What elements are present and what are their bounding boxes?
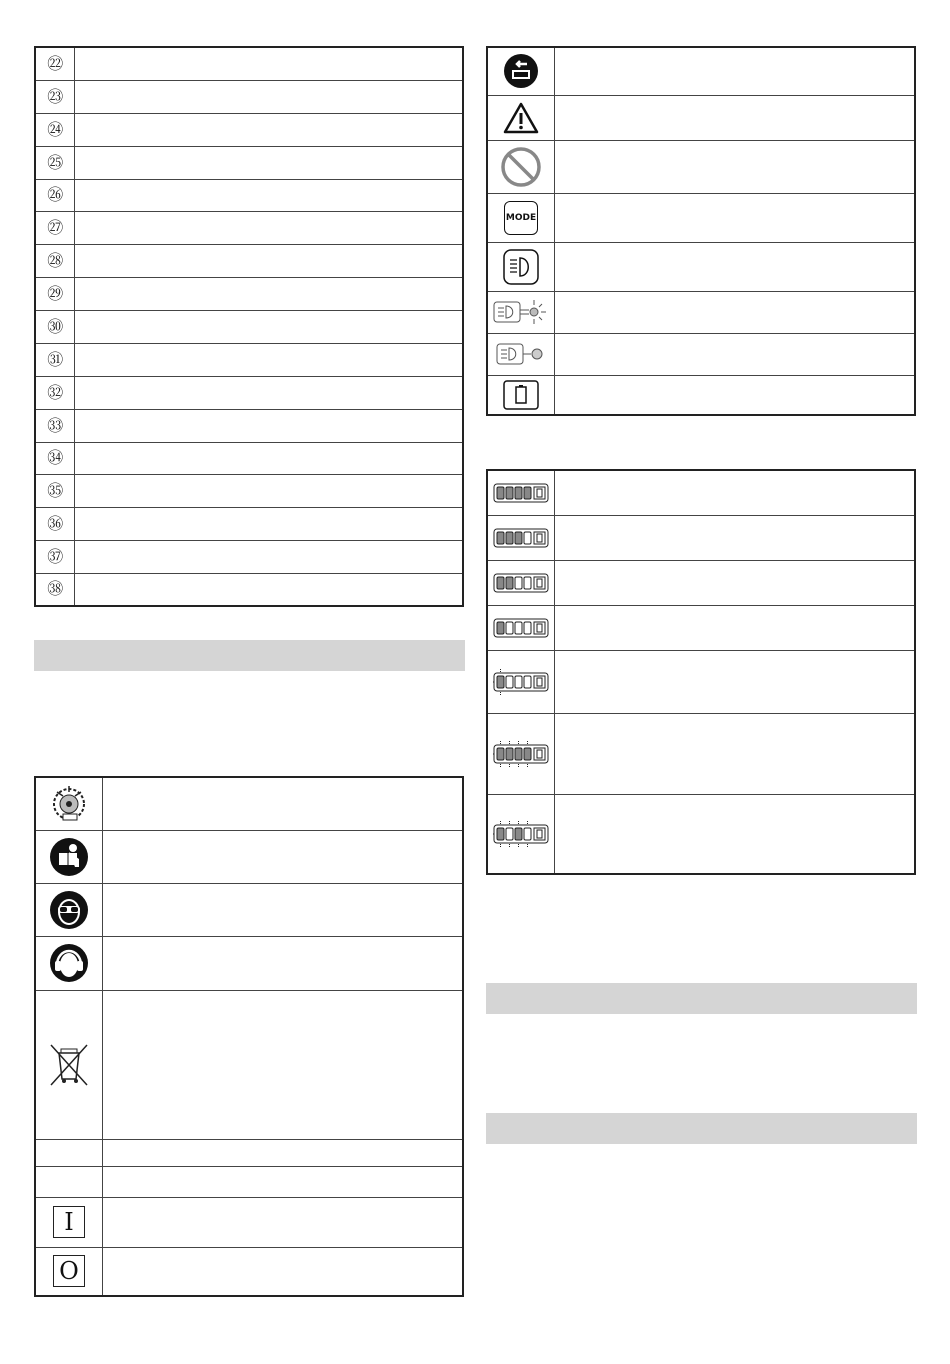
part-number: [35, 47, 75, 80]
part-description: [75, 47, 464, 80]
battery-level-row: [487, 794, 915, 874]
part-description: [75, 211, 464, 244]
part-number: [35, 310, 75, 343]
part-number: [35, 376, 75, 409]
part-description: [75, 409, 464, 442]
symbol-row: [35, 990, 463, 1139]
battery-level-1-icon: [487, 605, 555, 650]
symbol-description: [103, 883, 464, 936]
switch-on-icon: [35, 1197, 103, 1247]
parts-row: [35, 343, 463, 376]
warning-row: [487, 140, 915, 193]
section-heading-bar: [486, 983, 917, 1014]
battery-level-description: [555, 560, 916, 605]
light-off-indicator-icon: [487, 333, 555, 375]
symbol-description: [103, 1197, 464, 1247]
parts-row: [35, 179, 463, 211]
part-number-label: ㉔: [47, 119, 63, 139]
battery-level-description: [555, 650, 916, 713]
parts-row: [35, 47, 463, 80]
switch-off-icon: [35, 1247, 103, 1296]
part-number-label: ㉝: [47, 415, 63, 435]
part-description: [75, 277, 464, 310]
part-description: [75, 442, 464, 474]
part-number-label: ㉛: [47, 349, 63, 369]
battery-level-row: [487, 650, 915, 713]
symbol-row: [35, 883, 463, 936]
parts-row: [35, 474, 463, 507]
symbols-table: [34, 776, 464, 1297]
part-number: [35, 507, 75, 540]
battery-level-description: [555, 515, 916, 560]
symbol-row: [35, 936, 463, 990]
battery-level-row: [487, 470, 915, 515]
part-number-label: ㉓: [47, 86, 63, 106]
section-heading-bar: [486, 1113, 917, 1144]
warning-row: [487, 47, 915, 95]
part-description: [75, 376, 464, 409]
symbol-row: [35, 777, 463, 830]
part-number: [35, 409, 75, 442]
symbol-description: [103, 990, 464, 1139]
symbol-description: [103, 830, 464, 883]
part-number-label: ㊳: [47, 579, 63, 599]
symbol-row: [35, 830, 463, 883]
part-number-label: ㉚: [47, 316, 63, 336]
part-description: [75, 540, 464, 573]
part-number-label: ㉜: [47, 382, 63, 402]
symbol-description: [103, 1139, 464, 1166]
parts-row: [35, 146, 463, 179]
parts-row: [35, 211, 463, 244]
warning-description: [555, 47, 916, 95]
symbol-row: [35, 1247, 463, 1296]
symbol-description: [103, 777, 464, 830]
part-number-label: ㉒: [47, 53, 63, 73]
part-number-label: ㉘: [47, 250, 63, 270]
warning-triangle-icon: [487, 95, 555, 140]
battery-level-blink-all-icon: [487, 713, 555, 794]
part-description: [75, 113, 464, 146]
part-description: [75, 80, 464, 113]
warning-description: [555, 242, 916, 291]
part-number: [35, 277, 75, 310]
battery-level-3-icon: [487, 515, 555, 560]
warning-row: [487, 242, 915, 291]
part-description: [75, 244, 464, 277]
ear-protection-icon: [35, 936, 103, 990]
eye-protection-icon: [35, 883, 103, 936]
warning-description: [555, 375, 916, 415]
parts-row: [35, 80, 463, 113]
symbol-cell-empty: [35, 1139, 103, 1166]
warning-description: [555, 333, 916, 375]
parts-row: [35, 573, 463, 606]
parts-row: [35, 507, 463, 540]
part-number-label: ㉙: [47, 283, 63, 303]
prohibited-icon: [487, 140, 555, 193]
battery-level-row: [487, 605, 915, 650]
battery-level-blink-alternate-icon: [487, 794, 555, 874]
warnings-table: [486, 46, 916, 416]
light-button-icon: [487, 242, 555, 291]
part-description: [75, 474, 464, 507]
battery-level-description: [555, 470, 916, 515]
warning-row: [487, 193, 915, 242]
part-description: [75, 507, 464, 540]
part-number: [35, 573, 75, 606]
battery-level-4-icon: [487, 470, 555, 515]
battery-level-description: [555, 794, 916, 874]
part-number-label: ㉖: [47, 185, 63, 204]
part-number: [35, 80, 75, 113]
parts-row: [35, 442, 463, 474]
symbol-description: [103, 1166, 464, 1197]
warning-description: [555, 140, 916, 193]
warning-row: [487, 291, 915, 333]
part-number: [35, 211, 75, 244]
warning-description: [555, 291, 916, 333]
battery-level-table: [486, 469, 916, 875]
battery-level-row: [487, 560, 915, 605]
parts-row: [35, 409, 463, 442]
saw-blade-icon: [35, 777, 103, 830]
warning-row: [487, 375, 915, 415]
part-description: [75, 146, 464, 179]
switch-off-label: O: [53, 1255, 85, 1287]
symbol-description: [103, 1247, 464, 1296]
battery-level-blink-1-icon: [487, 650, 555, 713]
symbol-row: [35, 1166, 463, 1197]
part-number: [35, 113, 75, 146]
mode-button-icon: [487, 193, 555, 242]
part-number: [35, 179, 75, 211]
warning-row: [487, 95, 915, 140]
parts-row: [35, 244, 463, 277]
warning-description: [555, 95, 916, 140]
part-number-label: ㉟: [47, 480, 63, 500]
part-number: [35, 540, 75, 573]
parts-row: [35, 376, 463, 409]
part-number: [35, 474, 75, 507]
light-on-indicator-icon: [487, 291, 555, 333]
battery-level-description: [555, 605, 916, 650]
parts-row: [35, 113, 463, 146]
part-description: [75, 573, 464, 606]
mode-label: MODE: [504, 201, 538, 235]
part-description: [75, 310, 464, 343]
section-heading-bar: [34, 640, 465, 671]
parts-row: [35, 310, 463, 343]
part-number-label: ㊲: [47, 546, 63, 566]
warning-description: [555, 193, 916, 242]
remove-battery-icon: [487, 47, 555, 95]
battery-level-description: [555, 713, 916, 794]
part-number: [35, 244, 75, 277]
read-manual-icon: [35, 830, 103, 883]
part-number-label: ㉗: [47, 217, 63, 237]
symbol-description: [103, 936, 464, 990]
switch-on-label: I: [53, 1206, 85, 1238]
warning-row: [487, 333, 915, 375]
part-number-label: ㉞: [47, 448, 63, 467]
parts-list-table: [34, 46, 464, 607]
parts-row: [35, 277, 463, 310]
symbol-cell-empty: [35, 1166, 103, 1197]
symbol-row: [35, 1197, 463, 1247]
part-number: [35, 343, 75, 376]
battery-level-2-icon: [487, 560, 555, 605]
symbol-row: [35, 1139, 463, 1166]
part-description: [75, 343, 464, 376]
weee-crossed-bin-icon: [35, 990, 103, 1139]
battery-icon: [487, 375, 555, 415]
part-number: [35, 146, 75, 179]
part-number-label: ㊱: [47, 513, 63, 533]
battery-level-row: [487, 515, 915, 560]
battery-level-row: [487, 713, 915, 794]
part-description: [75, 179, 464, 211]
part-number-label: ㉕: [47, 152, 63, 172]
parts-row: [35, 540, 463, 573]
part-number: [35, 442, 75, 474]
